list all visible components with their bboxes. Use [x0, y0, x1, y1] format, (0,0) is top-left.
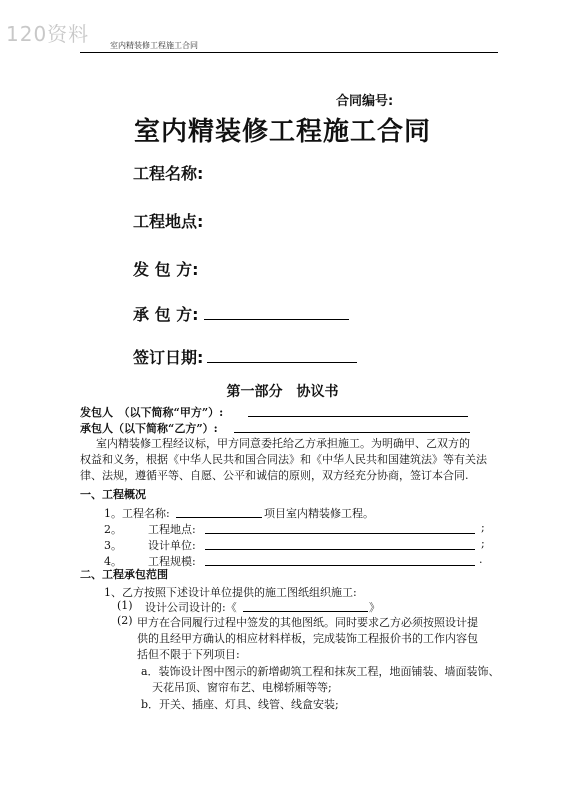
sec1-item4-blank	[205, 565, 475, 566]
sec1-item3-label: 设计单位:	[148, 539, 196, 552]
sec2-a-line-2: 天花吊顶、窗帘布艺、电梯轿厢等等;	[152, 681, 332, 694]
section2-heading: 二、工程承包范围	[80, 568, 168, 581]
sec2-item1: 1、乙方按照下述设计单位提供的施工图纸组织施工:	[104, 586, 357, 599]
document-title: 室内精装修工程施工合同	[133, 117, 431, 147]
header-rule	[80, 52, 498, 53]
intro-line-2: 权益和义务，根据《中华人民共和国合同法》和《中华人民共和国建筑法》等有关法	[80, 453, 487, 466]
intro-line-3: 律、法规，遵循平等、自愿、公平和诚信的原则，双方经充分协商，签订本合同.	[80, 469, 469, 482]
sec2-sub1-num: (1)	[117, 599, 133, 612]
sec1-item4-num: 4。	[104, 555, 122, 568]
sec1-item1-suffix: 项目室内精装修工程。	[264, 507, 374, 520]
sec1-item4-label: 工程规模:	[148, 555, 196, 568]
sec1-item3-num: 3。	[104, 539, 122, 552]
sec2-sub2-line-1: 甲方在合同履行过程中签发的其他图纸。同时要求乙方必须按照设计提	[137, 616, 478, 629]
sec1-item2-end: ;	[481, 521, 485, 534]
sec2-b-line: b．开关、插座、灯具、线管、线盒安装;	[141, 698, 339, 711]
party-contractor: 承包人（以下简称“乙方”）:	[80, 422, 218, 435]
sec2-sub2-num: (2)	[117, 614, 133, 627]
sec1-item3-blank	[205, 549, 475, 550]
part1-title: 第一部分 协议书	[226, 384, 339, 400]
sec2-sub1-end: 》	[369, 601, 380, 614]
running-header: 室内精装修工程施工合同	[110, 41, 198, 50]
employer-blank	[248, 416, 468, 417]
contractor-blank	[204, 319, 349, 320]
party-employer: 发包人 （以下简称“甲方”）:	[80, 406, 224, 419]
sec2-sub1-text: 设计公司设计的:《	[145, 601, 237, 614]
cover-employer: 发 包 方:	[133, 260, 199, 279]
contractor-party-blank	[234, 432, 470, 433]
sec1-item2-label: 工程地点:	[148, 523, 196, 536]
intro-line-1: 室内精装修工程经议标，甲方同意委托给乙方承担施工。为明确甲、乙双方的	[96, 437, 470, 450]
sec2-sub2-line-3: 括但不限于下列项目:	[137, 648, 240, 661]
cover-project-site: 工程地点:	[133, 212, 204, 231]
contract-number-label: 合同编号:	[336, 94, 394, 109]
sec1-item2-blank	[205, 533, 475, 534]
sec2-a-line-1: a．装饰设计图中图示的新增砌筑工程和抹灰工程，地面铺装、墙面装饰、	[141, 665, 500, 678]
cover-contractor: 承 包 方:	[133, 305, 199, 324]
sec1-item3-end: ;	[481, 537, 485, 550]
sign-date-blank	[207, 362, 357, 363]
sec1-item4-end: .	[479, 553, 483, 566]
sec2-sub2-line-2: 供的且经甲方确认的相应材料样板，完成装饰工程报价书的工作内容包	[137, 632, 478, 645]
sec2-sub1-blank	[243, 611, 368, 612]
sec1-item2-num: 2。	[104, 523, 122, 536]
section1-heading: 一、工程概况	[80, 488, 146, 501]
cover-sign-date: 签订日期:	[133, 348, 204, 367]
sec1-item1-blank	[176, 517, 262, 518]
sec1-item1-prefix: 1。工程名称:	[104, 507, 170, 520]
watermark: 120资料	[6, 22, 90, 46]
cover-project-name: 工程名称:	[133, 164, 204, 183]
